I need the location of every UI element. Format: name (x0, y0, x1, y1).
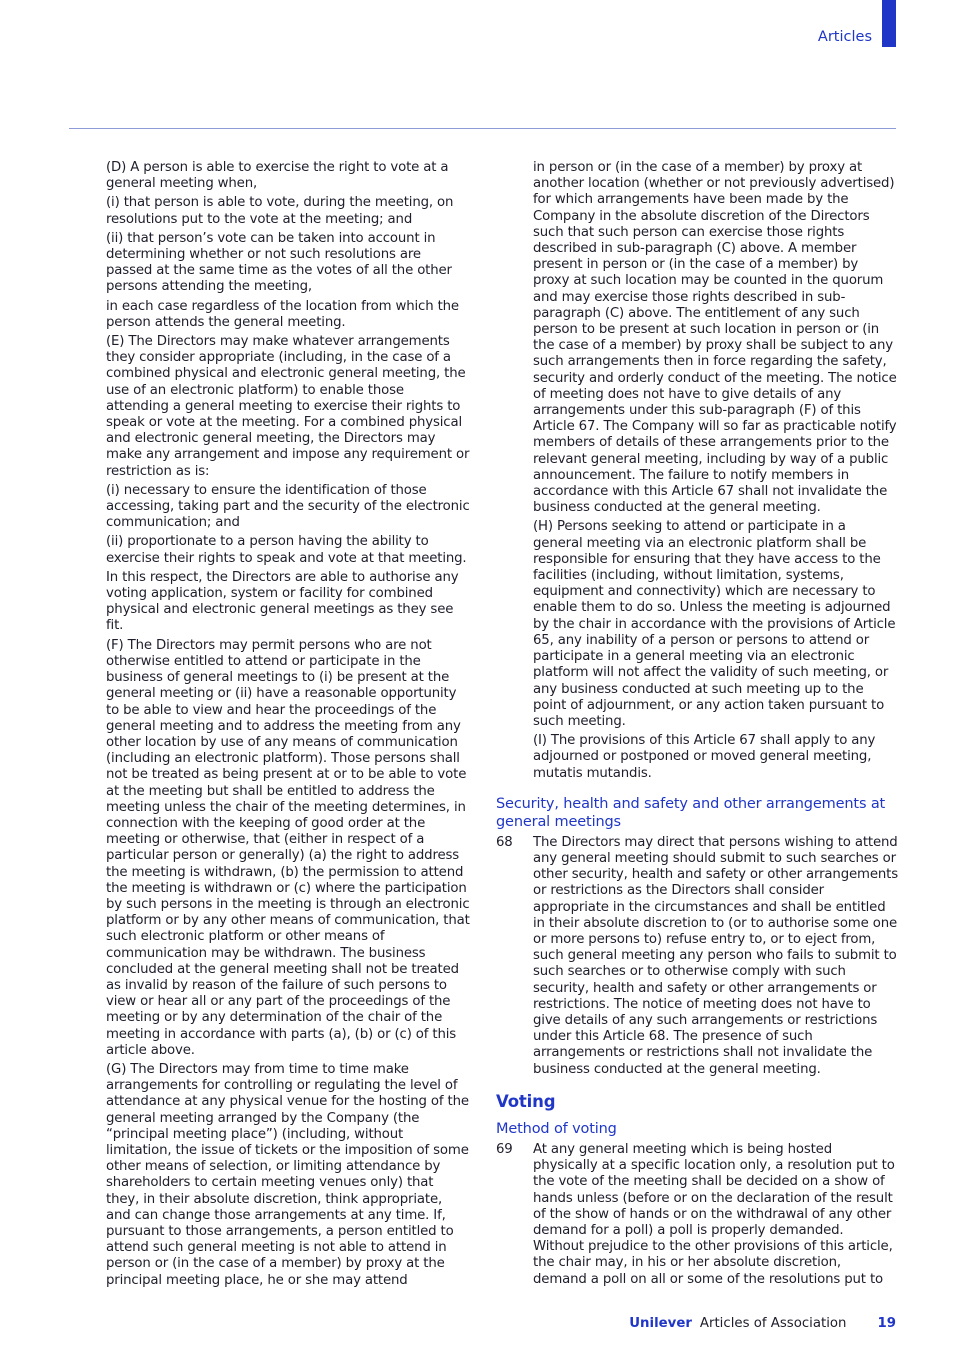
right-column (496, 160, 898, 1288)
paragraph-f: (F) The Directors may permit persons who are not otherwise entitled to attend or participate in the business of general meetings to (i) be present at the general meeting or (ii) have a reasonable opportunity to be able to view and hear the proceedings of the general meeting and to address the meeting from any other location by use of any means of communication (including an electronic platform). Those persons shall not be treated as being present at or to be able to vote at the meeting but shall be entitled to address the meeting unless the chair of the meeting determines, in connection with the keeping of good order at the meeting or otherwise, that (either in respect of a particular person or generally) (a) the right to address the meeting is withdrawn, (b) the permission to attend the meeting is withdrawn or (c) where the participation by such persons in the meeting is through an electronic platform or by any other means of communication, that such electronic platform or other means of communication may be withdrawn. The business concluded at the general meeting shall not be treated as invalid by reason of the failure of such persons to view or hear all or any part of the proceedings of the meeting or by any determination of the chair of the meeting in accordance with parts (a), (b) or (c) of this article above. (106, 637, 470, 1058)
paragraph-d-closing: in each case regardless of the location from which the person attends the general meeting. (106, 298, 459, 330)
brand-name: Unilever (629, 1316, 692, 1331)
paragraph-g: (G) The Directors may from time to time make arrangements for controlling or regulating the level of attendance at any physical venue for the hosting of the general meeting arranged by the Company (the “principal meeting place”) (including, without limitation, the issue of tickets or the imposition of some other means of selection, or limiting attendance by shareholders to certain meeting venues only) that they, in their absolute discretion, think appropriate, and can change those arrangements at any time. If, pursuant to those arrangements, a person entitled to attend such general meeting is not able to attend in person or (in the case of a member) by proxy at the principal meeting place, he or she may attend (106, 1061, 469, 1288)
method-of-voting-heading: Method of voting (496, 1120, 617, 1137)
voting-heading: Voting (496, 1091, 556, 1111)
paragraph-h: (H) Persons seeking to attend or participate in a general meeting via an electronic platform shall be responsible for ensuring that they have access to the facilities (including, without limitation, systems, equipment and connectivity) which are necessary to enable them to do so. Unless the meeting is adjourned by the chair in accordance with the provisions of Article 65, any inability of a person or persons to attend or participate in a general meeting via an electronic platform will not affect the validity of such meeting, or any business conducted at such meeting up to the point of adjournment, or any action taken pursuant to such meeting. (533, 519, 896, 729)
page-number: 19 (877, 1316, 896, 1331)
left-column (106, 160, 470, 1292)
document-title: Articles of Association (699, 1316, 847, 1331)
paragraph-e-i: (i) necessary to ensure the identification of those accessing, taking part and the security of the electronic communication; and (106, 482, 470, 531)
security-heading: Security, health and safety and other arrangements at general meetings (496, 795, 886, 830)
paragraph-e-closing: In this respect, the Directors are able to authorise any voting application, system or facility for combined physical and electronic general meetings as they see fit. (106, 569, 459, 634)
article-68-text: The Directors may direct that persons wishing to attend any general meeting should submit to such searches or other security, health and safety or other arrangements or restrictions as the Directors shall consider appropriate in the circumstances and shall be entitled in their absolute discretion to (or to authorise some one or more persons to) refuse entry to, or to eject from, such general meeting any person who fails to submit to such searches or to otherwise comply with such security, health and safety or other arrangements or restrictions. The notice of meeting does not have to give details of any such arrangements or restrictions under this Article 68. The presence of such arrangements or restrictions shall not invalidate the business conducted at the general meeting. (533, 834, 898, 1077)
article-69 (496, 1142, 898, 1288)
paragraph-d-ii: (ii) that person’s vote can be taken into account in determining whether or not such resolutions are passed at the same time as the votes of all the other persons attending the meeting, (106, 230, 452, 295)
header-divider (69, 128, 896, 129)
article-68 (496, 835, 898, 1078)
article-68-number: 68 (496, 834, 513, 850)
paragraph-d-i: (i) that person is able to vote, during the meeting, on resolutions put to the vote at the meeting; and (106, 195, 454, 227)
page-footer (629, 1316, 896, 1331)
article-69-number: 69 (496, 1141, 513, 1157)
section-tab-marker (882, 0, 896, 47)
article-69-text: At any general meeting which is being hosted physically at a specific location only, a resolution put to the vote of the meeting shall be decided on a show of hands unless (before or on the declaration of the result of the show of hands or on the withdrawal of any other demand for a poll) a poll is properly demanded. Without prejudice to the other provisions of this article, the chair may, in his or her absolute discretion, demand a poll on all or some of the resolutions put to (533, 1141, 895, 1287)
paragraph-d: (D) A person is able to exercise the right to vote at a general meeting when, (106, 160, 449, 192)
paragraph-e-ii: (ii) proportionate to a person having the ability to exercise their rights to speak and vote at that meeting. (106, 534, 467, 566)
paragraph-g-continued: in person or (in the case of a member) by proxy at another location (whether or not previously advertised) for which arrangements have been made by the Company in the absolute discretion of the Directors such that such person can exercise those rights described in sub-paragraph (C) above. A member present in person or (in the case of a member) by proxy at such location may be counted in the quorum and may exercise those rights described in sub-paragraph (C) above. The entitlement of any such person to be present at such location in person or (in the case of a member) by proxy shall be subject to any such arrangements then in force regarding the safety, security and orderly conduct of the meeting. The notice of meeting does not have to give details of any arrangements under this sub-paragraph (F) of this Article 67. The Company will so far as practicable notify members of details of these arrangements prior to the relevant general meeting, including by way of a public announcement. The failure to notify members in accordance with this Article 67 shall not invalidate the business conducted at the general meeting. (533, 160, 897, 516)
section-label: Articles (817, 29, 872, 45)
paragraph-i: (I) The provisions of this Article 67 shall apply to any adjourned or postponed or moved general meeting, mutatis mutandis. (533, 733, 876, 781)
paragraph-e: (E) The Directors may make whatever arrangements they consider appropriate (including, in the case of a combined physical and electronic general meeting, the use of an electronic platform) to enable those attending a general meeting to exercise their rights to speak or vote at the meeting. For a combined physical and electronic general meeting, the Directors may make any arrangement and impose any requirement or restriction as is: (106, 334, 470, 479)
